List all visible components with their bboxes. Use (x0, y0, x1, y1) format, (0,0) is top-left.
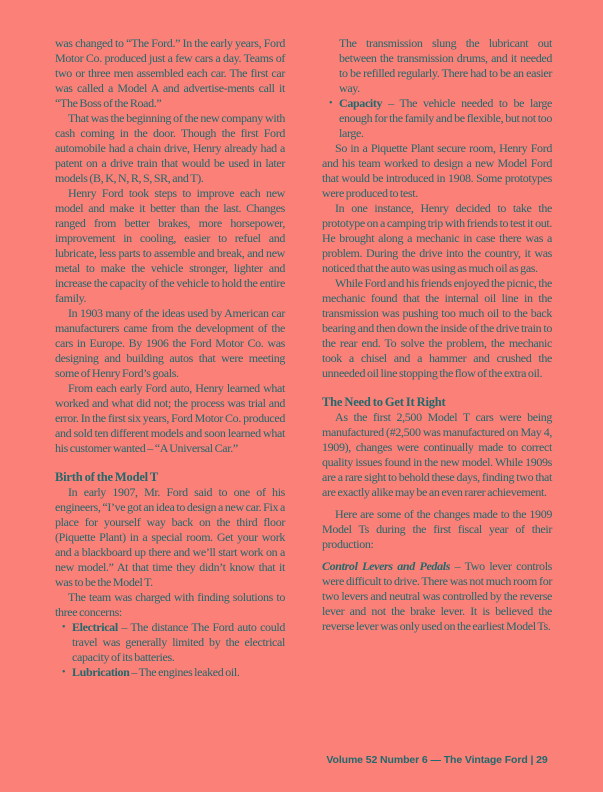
paragraph: In 1903 many of the ideas used by American car manufacturers came from the development of the cars in Europe. By 1906 the Ford Motor Co. was designing and building autos that were meeting some of Henry Ford’s goals. (55, 306, 285, 380)
paragraph: Here are some of the changes made to the 1909 Model Ts during the first fiscal year of their production: (322, 507, 552, 551)
page-footer: Volume 52 Number 6 — The Vintage Ford | 29 (326, 754, 548, 766)
bullet-continuation: The transmission slung the lubricant out between the transmission drums, and it needed to be refilled regularly. There had to be an easier way. (339, 36, 552, 95)
bullet-item-capacity (322, 96, 552, 141)
paragraph: was changed to “The Ford.” In the early years, Ford Motor Co. produced just a few cars a day. Teams of two or three men assembled each car. The first car was called a Model A and advertise-ments call it “The Boss of the Road.” (55, 36, 285, 110)
bullet-text: – The vehicle needed to be large enough for the family and be flexible, but not too large. (339, 96, 552, 140)
paragraph-control-levers (322, 559, 552, 634)
bullet-icon: • (62, 667, 66, 678)
bullet-text: – The engines leaked oil. (129, 665, 240, 679)
bullet-icon: • (62, 622, 66, 633)
text-column-right (322, 36, 552, 634)
text-column-left (55, 36, 285, 680)
bullet-term: Electrical (72, 620, 118, 634)
section-heading-the-need-to-get-it-right: The Need to Get It Right (322, 395, 446, 409)
paragraph: From each early Ford auto, Henry learned what worked and what did not; the process was trial and error. In the first six years, Ford Motor Co. produced and sold ten different models and soon learned what his customer wanted – “A Universal Car.” (55, 381, 285, 455)
bullet-term: Lubrication (72, 665, 130, 679)
paragraph: While Ford and his friends enjoyed the picnic, the mechanic found that the internal oil line in the transmission was pushing too much oil to the back bearing and then down the inside of the drive train to the rear end. To solve the problem, the mechanic took a chisel and a hammer and crushed the unneeded oil line stopping the flow of the extra oil. (322, 276, 552, 380)
paragraph: As the first 2,500 Model T cars were being manufactured (#2,500 was manufactured on May 4, 1909), changes were continually made to correct quality issues found in the new model. While 1909s are a rare sight to behold these days, finding two that are exactly alike may be an even rarer achievement. (322, 410, 552, 499)
bullet-item-lubrication (55, 665, 285, 680)
paragraph: The team was charged with finding solutions to three concerns: (55, 590, 285, 619)
paragraph-text: – Two lever controls were difficult to drive. There was not much room for two levers and neutral was controlled by the reverse lever and not the brake lever. It is believed the reverse lever was only used on the earliest Model Ts. (322, 559, 552, 633)
bullet-icon: • (329, 98, 333, 109)
paragraph: Henry Ford took steps to improve each new model and make it better than the last. Changes ranged from better brakes, more horsepower, improvement in cooling, easier to refuel and lubricate, less parts to assemble and break, and new metal to make the vehicle stronger, lighter and increase the capacity of the vehicle to hold the entire family. (55, 186, 285, 305)
bullet-term: Capacity (339, 96, 383, 110)
section-heading-birth-of-the-model-t: Birth of the Model T (55, 470, 158, 484)
paragraph: That was the beginning of the new company with cash coming in the door. Though the first Ford automobile had a chain drive, Henry already had a patent on a drive train that would be used in later models (B, K, N, R, S, SR, and T). (55, 111, 285, 185)
paragraph-lead-in: Control Levers and Pedals (322, 559, 451, 573)
paragraph: In one instance, Henry decided to take the prototype on a camping trip with friends to test it out. He brought along a mechanic in case there was a problem. During the drive into the country, it was noticed that the auto was using as much oil as gas. (322, 201, 552, 275)
bullet-item-electrical (55, 620, 285, 665)
bullet-text: – The distance The Ford auto could travel was generally limited by the electrical capacity of its batteries. (72, 620, 285, 664)
paragraph: In early 1907, Mr. Ford said to one of his engineers, “I’ve got an idea to design a new car. Fix a place for yourself way back on the third floor (Piquette Plant) in a special room. Get your work and a blackboard up there and we’ll start work on a new model.” At that time they didn’t know that it was to be the Model T. (55, 485, 285, 589)
paragraph: So in a Piquette Plant secure room, Henry Ford and his team worked to design a new Model Ford that would be introduced in 1908. Some prototypes were produced to test. (322, 141, 552, 200)
